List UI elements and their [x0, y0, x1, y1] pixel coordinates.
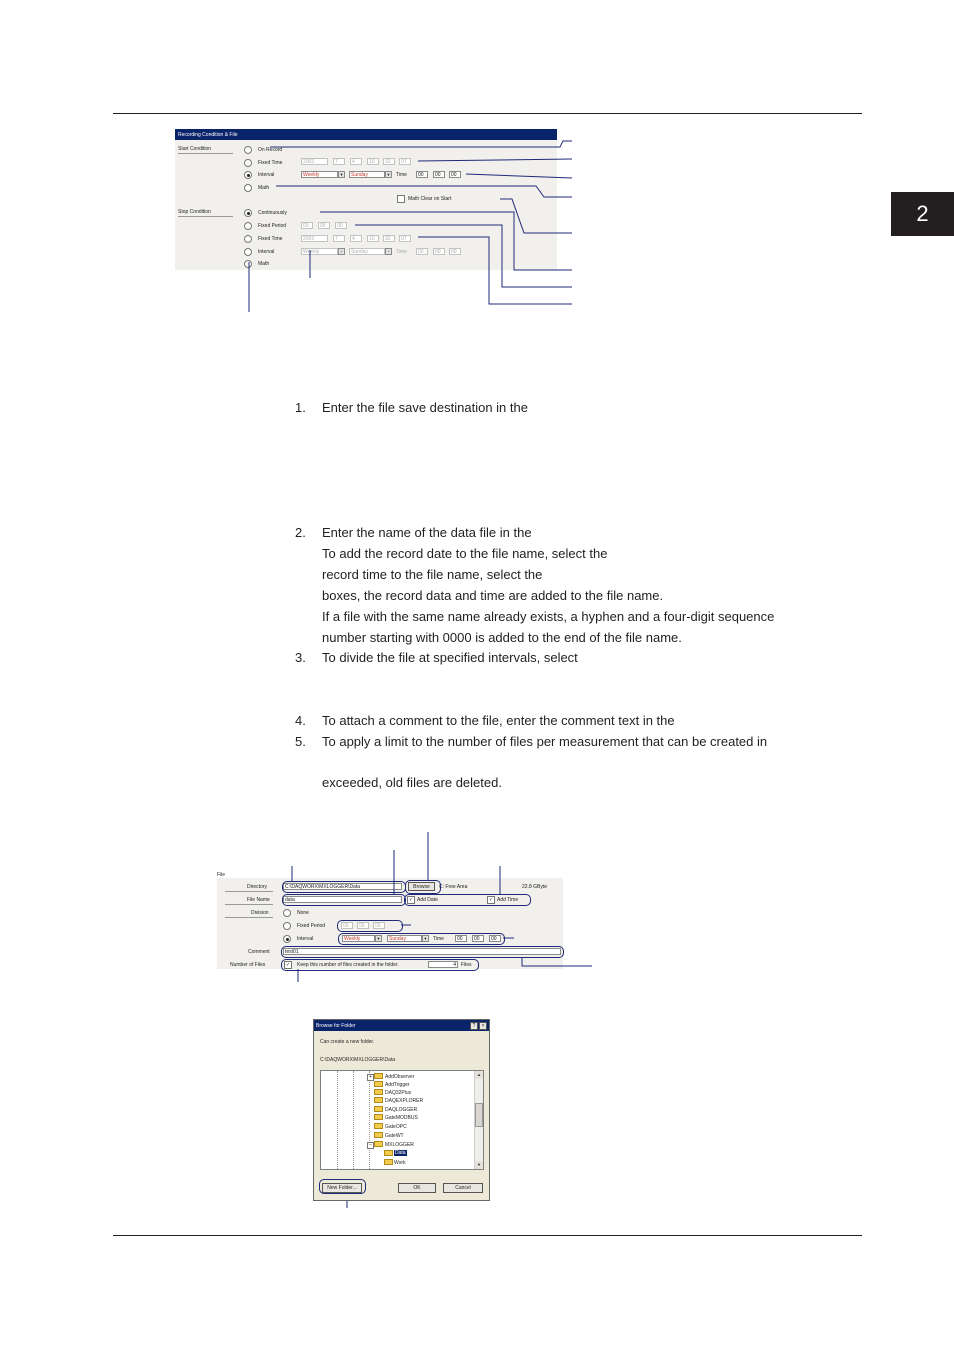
- stop-hour-field[interactable]: 10: [367, 235, 379, 242]
- stop-condition-label: Stop Condition: [178, 209, 211, 215]
- scroll-up-icon[interactable]: ▲: [475, 1071, 483, 1079]
- folder-icon: [374, 1141, 383, 1147]
- division-interval-label: Interval: [297, 936, 314, 942]
- stop-month-field[interactable]: 7: [333, 235, 345, 242]
- add-time-label: Add Time: [497, 897, 519, 903]
- division-day-dropdown-icon[interactable]: ▼: [423, 936, 428, 941]
- step-5-line-1: To apply a limit to the number of files per measurement that can be created in: [322, 734, 768, 749]
- close-button[interactable]: ×: [479, 1022, 487, 1030]
- file-panel-title: File: [217, 872, 226, 878]
- tree-item[interactable]: AddObserver: [385, 1074, 415, 1080]
- stop-period-dropdown-icon[interactable]: ▼: [339, 249, 344, 254]
- folder-tree[interactable]: [320, 1070, 484, 1170]
- new-folder-button[interactable]: New Folder...: [322, 1183, 362, 1193]
- files-unit-label: Files: [461, 962, 472, 968]
- number-of-files-label: Number of Files: [230, 962, 266, 968]
- tree-guide-1: [337, 1071, 339, 1169]
- division-interval-period[interactable]: Weekly: [342, 935, 375, 942]
- step-2-line-1: Enter the name of the data file in the: [322, 525, 532, 540]
- tree-item-selected[interactable]: Data: [395, 1150, 406, 1156]
- start-interval-s[interactable]: 00: [449, 171, 461, 178]
- help-button[interactable]: ?: [470, 1022, 478, 1030]
- step-1-number: 1.: [295, 400, 306, 415]
- step-2-number: 2.: [295, 525, 306, 540]
- tree-guide-3: [369, 1071, 371, 1169]
- start-day-field[interactable]: 4: [350, 158, 362, 165]
- stop-day-field[interactable]: 4: [350, 235, 362, 242]
- step-1-line-1: Enter the file save destination in the: [322, 400, 528, 415]
- math-clear-label: Math Clear on Start: [408, 196, 452, 202]
- division-period-dropdown-icon[interactable]: ▼: [376, 936, 381, 941]
- stop-day-dropdown-icon[interactable]: ▼: [386, 249, 391, 254]
- folder-icon: [374, 1073, 383, 1079]
- step-2-line-4: boxes, the record data and time are added to the file name.: [322, 588, 664, 603]
- add-time-checkbox[interactable]: ✓: [488, 897, 494, 903]
- start-period-dropdown-icon[interactable]: ▼: [339, 172, 344, 177]
- tree-item[interactable]: AddTrigger: [385, 1082, 410, 1088]
- stop-interval-m[interactable]: 00: [433, 248, 445, 255]
- start-minute-field[interactable]: 32: [383, 158, 395, 165]
- directory-input[interactable]: C:\DAQWORX\MXLOGGER\Data: [283, 883, 402, 890]
- stop-interval-period[interactable]: Weekly: [301, 248, 338, 255]
- step-4-number: 4.: [295, 713, 306, 728]
- scroll-thumb[interactable]: [475, 1103, 483, 1127]
- division-interval-m[interactable]: 00: [472, 935, 484, 942]
- start-month-field[interactable]: 7: [333, 158, 345, 165]
- tree-scrollbar[interactable]: [474, 1071, 483, 1169]
- add-date-checkbox[interactable]: ✓: [408, 897, 414, 903]
- option-stop-interval: Interval: [258, 249, 275, 255]
- tree-item[interactable]: MXLOGGER: [385, 1142, 414, 1148]
- start-condition-label: Start Condition: [178, 146, 212, 152]
- option-on-record: On Record: [258, 147, 283, 153]
- folder-icon: [374, 1123, 383, 1129]
- step-2-line-2: To add the record date to the file name, select the: [322, 546, 608, 561]
- option-start-math: Math: [258, 185, 270, 191]
- comment-input[interactable]: test01: [283, 948, 561, 955]
- directory-label: Directory: [247, 884, 268, 890]
- tree-item[interactable]: DAQ32Plus: [385, 1090, 412, 1096]
- tree-item[interactable]: GateMODBUS: [385, 1115, 418, 1121]
- dialog-path: C:\DAQWORX\MXLOGGER\Data: [320, 1057, 396, 1063]
- start-interval-period[interactable]: Weekly: [301, 171, 338, 178]
- division-interval-day[interactable]: Sunday: [387, 935, 422, 942]
- cancel-button[interactable]: Cancel: [443, 1183, 483, 1193]
- division-period-s[interactable]: 00: [373, 922, 385, 929]
- tree-item[interactable]: DAQLOGGER: [385, 1107, 418, 1113]
- option-start-fixed-time: Fixed Time: [258, 160, 283, 166]
- start-day-dropdown-icon[interactable]: ▼: [386, 172, 391, 177]
- tree-item[interactable]: Work: [394, 1160, 406, 1166]
- start-hour-field[interactable]: 10: [367, 158, 379, 165]
- browse-dialog: [313, 1019, 490, 1201]
- start-interval-h[interactable]: 00: [416, 171, 428, 178]
- division-label: Division: [251, 910, 269, 916]
- stop-interval-day[interactable]: Sunday: [349, 248, 385, 255]
- comment-label: Comment: [248, 949, 270, 955]
- collapse-icon[interactable]: −: [367, 1142, 374, 1149]
- stop-year-field[interactable]: 2003: [301, 235, 328, 242]
- folder-open-icon: [384, 1150, 393, 1156]
- keep-files-checkbox[interactable]: ✓: [285, 962, 291, 968]
- dialog-title: Browse for Folder: [316, 1023, 356, 1029]
- folder-icon: [374, 1081, 383, 1087]
- tree-item[interactable]: GateOPC: [385, 1124, 407, 1130]
- stop-interval-h[interactable]: 00: [416, 248, 428, 255]
- division-time-label: Time: [433, 936, 444, 942]
- keep-files-label: Keep this number of files created in the folder.: [297, 962, 399, 968]
- folder-icon: [374, 1097, 383, 1103]
- option-stop-math: Math: [258, 261, 270, 267]
- free-area-value: 22.8 GByte: [522, 884, 548, 890]
- start-year-field[interactable]: 2003: [301, 158, 328, 165]
- file-name-label: File Name: [247, 897, 270, 903]
- division-period-m[interactable]: 00: [357, 922, 369, 929]
- start-interval-day[interactable]: Sunday: [349, 171, 385, 178]
- start-second-field[interactable]: 07: [399, 158, 411, 165]
- folder-icon: [374, 1132, 383, 1138]
- step-4-line-1: To attach a comment to the file, enter the comment text in the: [322, 713, 675, 728]
- step-3-line-1: To divide the file at specified intervals, select: [322, 650, 578, 665]
- stop-period-s[interactable]: 00: [335, 222, 347, 229]
- tree-guide-2: [353, 1071, 355, 1169]
- file-name-input[interactable]: data: [283, 896, 402, 903]
- add-date-label: Add Date: [417, 897, 438, 903]
- tree-item[interactable]: DAQEXPLORER: [385, 1098, 424, 1104]
- division-none-label: None: [297, 910, 309, 916]
- ok-button[interactable]: OK: [398, 1183, 436, 1193]
- option-start-interval: Interval: [258, 172, 275, 178]
- folder-icon: [374, 1089, 383, 1095]
- option-continuously: Continuously: [258, 210, 287, 216]
- dialog-hint: Can create a new folder.: [320, 1039, 375, 1045]
- start-interval-m[interactable]: 00: [433, 171, 445, 178]
- stop-minute-field[interactable]: 32: [383, 235, 395, 242]
- keep-files-input[interactable]: 4: [428, 961, 458, 968]
- folder-icon: [374, 1114, 383, 1120]
- folder-icon: [374, 1106, 383, 1112]
- tree-item[interactable]: GateWT: [385, 1133, 404, 1139]
- division-interval-s[interactable]: 00: [489, 935, 501, 942]
- stop-second-field[interactable]: 07: [399, 235, 411, 242]
- chapter-tab: 2: [891, 192, 954, 236]
- step-2-line-5: If a file with the same name already exists, a hyphen and a four-digit sequence: [322, 609, 775, 624]
- step-5-number: 5.: [295, 734, 306, 749]
- start-time-label: Time: [396, 172, 407, 178]
- option-stop-fixed-period: Fixed Period: [258, 223, 287, 229]
- stop-period-m[interactable]: 00: [318, 222, 330, 229]
- step-3-number: 3.: [295, 650, 306, 665]
- division-period-h[interactable]: 00: [341, 922, 353, 929]
- folder-icon: [384, 1159, 393, 1165]
- option-stop-fixed-time: Fixed Time: [258, 236, 283, 242]
- step-5-line-2: exceeded, old files are deleted.: [322, 775, 502, 790]
- free-area-label: C: Free Area: [439, 884, 468, 890]
- expand-icon[interactable]: +: [367, 1074, 374, 1081]
- stop-interval-s[interactable]: 00: [449, 248, 461, 255]
- highlight-new-folder: [319, 1179, 366, 1194]
- stop-time-label: Time: [396, 249, 407, 255]
- step-2-line-6: number starting with 0000 is added to the end of the file name.: [322, 630, 682, 645]
- division-fixed-period-label: Fixed Period: [297, 923, 326, 929]
- panel-title: Recording Condition & File: [178, 132, 238, 138]
- step-2-line-3: record time to the file name, select the: [322, 567, 543, 582]
- scroll-down-icon[interactable]: ▼: [475, 1161, 483, 1169]
- browse-button[interactable]: Browse: [408, 882, 435, 891]
- stop-period-h[interactable]: 00: [301, 222, 313, 229]
- division-interval-h[interactable]: 00: [455, 935, 467, 942]
